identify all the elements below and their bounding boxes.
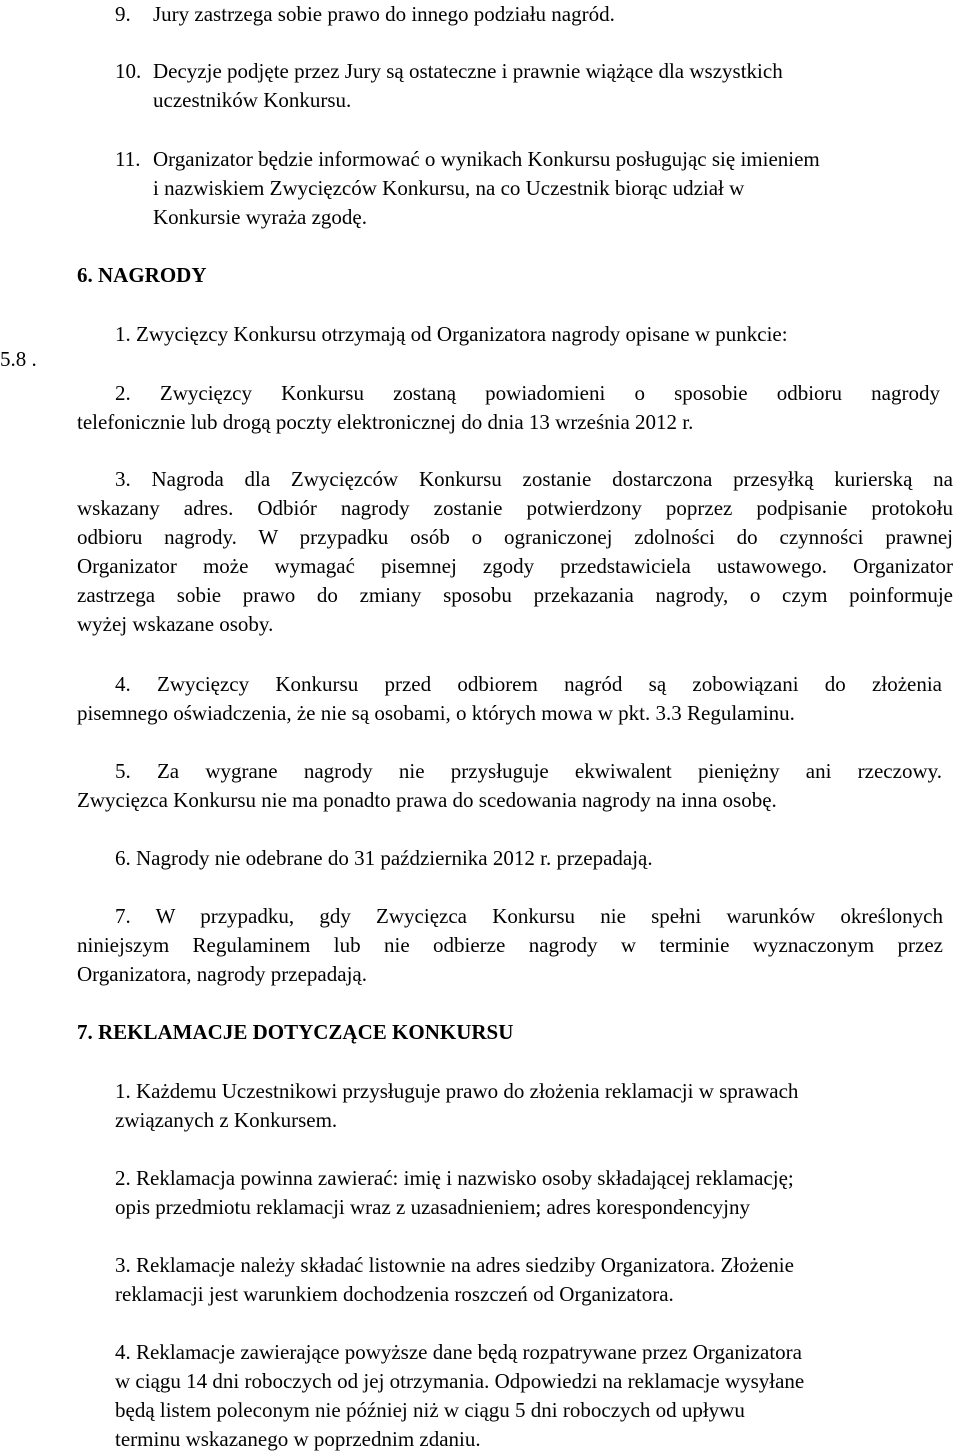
list-item-number: 11. — [115, 147, 141, 171]
list-item-number: 9. — [115, 2, 131, 26]
section-6-paragraph-7 — [77, 902, 943, 989]
paragraph-line: 2. Reklamacja powinna zawierać: imię i nazwisko osoby składającej reklamację; — [115, 1166, 794, 1190]
section-6-paragraph-5 — [77, 757, 942, 815]
paragraph-line: 7. W przypadku, gdy Zwycięzca Konkursu nie spełni warunków określonych — [115, 904, 943, 928]
paragraph-line: Organizator może wymagać pisemnej zgody przedstawiciela ustawowego. Organizator — [77, 554, 953, 578]
section-7-paragraph-3 — [115, 1251, 794, 1309]
paragraph-line: opis przedmiotu reklamacji wraz z uzasadnieniem; adres korespondencyjny — [115, 1195, 751, 1219]
list-item-10 — [115, 57, 783, 115]
paragraph-line: 4. Zwycięzcy Konkursu przed odbiorem nagród są zobowiązani do złożenia — [115, 672, 942, 696]
paragraph-line: terminu wskazanego w poprzednim zdaniu. — [115, 1427, 481, 1451]
section-6-paragraph-1: 1. Zwycięzcy Konkursu otrzymają od Organizatora nagrody opisane w punkcie: — [115, 322, 788, 346]
list-item-text: Konkursie wyraża zgodę. — [153, 205, 367, 229]
paragraph-line: 3. Reklamacje należy składać listownie na adres siedziby Organizatora. Złożenie — [115, 1253, 794, 1277]
list-item-number: 10. — [115, 59, 142, 83]
margin-section-number: 5.8 . — [0, 347, 37, 371]
section-6-paragraph-3 — [77, 465, 953, 639]
paragraph-line: niniejszym Regulaminem lub nie odbierze nagrody w terminie wyznaczonym przez — [77, 933, 943, 957]
section-7-paragraph-1 — [115, 1077, 798, 1135]
section-6-paragraph-4 — [77, 670, 942, 728]
paragraph-line: związanych z Konkursem. — [115, 1108, 338, 1132]
paragraph-line: telefonicznie lub drogą poczty elektronicznej do dnia 13 września 2012 r. — [77, 410, 694, 434]
paragraph-line: Zwycięzca Konkursu nie ma ponadto prawa do scedowania nagrody na inna osobę. — [77, 788, 777, 812]
section-6-paragraph-2 — [77, 379, 940, 437]
paragraph-line: wskazany adres. Odbiór nagrody zostanie potwierdzony poprzez podpisanie protokołu — [77, 496, 953, 520]
paragraph-line: będą listem poleconym nie później niż w ciągu 5 dni roboczych od upływu — [115, 1398, 745, 1422]
list-item-text: Decyzje podjęte przez Jury są ostateczne i prawnie wiążące dla wszystkich — [153, 59, 783, 83]
list-item-text: Jury zastrzega sobie prawo do innego podziału nagród. — [153, 2, 615, 26]
paragraph-line: odbioru nagrody. W przypadku osób o ograniczonej zdolności do czynności prawnej — [77, 525, 953, 549]
list-item-9 — [115, 0, 615, 29]
paragraph-line: Organizatora, nagrody przepadają. — [77, 962, 367, 986]
section-7-paragraph-4 — [115, 1338, 804, 1454]
section-7-heading: 7. REKLAMACJE DOTYCZĄCE KONKURSU — [77, 1020, 514, 1044]
paragraph-line: 3. Nagroda dla Zwycięzców Konkursu zostanie dostarczona przesyłką kurierską na — [115, 467, 953, 491]
list-item-text: i nazwiskiem Zwycięzców Konkursu, na co Uczestnik biorąc udział w — [153, 176, 745, 200]
paragraph-line: 5. Za wygrane nagrody nie przysługuje ekwiwalent pieniężny ani rzeczowy. — [115, 759, 942, 783]
section-7-paragraph-2 — [115, 1164, 794, 1222]
list-item-11 — [115, 145, 820, 232]
section-6-heading: 6. NAGRODY — [77, 263, 207, 287]
paragraph-line: wyżej wskazane osoby. — [77, 612, 274, 636]
paragraph-line: reklamacji jest warunkiem dochodzenia roszczeń od Organizatora. — [115, 1282, 674, 1306]
section-6-paragraph-6: 6. Nagrody nie odebrane do 31 października 2012 r. przepadają. — [115, 846, 653, 870]
paragraph-line: 2. Zwycięzcy Konkursu zostaną powiadomieni o sposobie odbioru nagrody — [115, 381, 940, 405]
list-item-text: uczestników Konkursu. — [153, 88, 352, 112]
list-item-text: Organizator będzie informować o wynikach Konkursu posługując się imieniem — [153, 147, 820, 171]
paragraph-line: w ciągu 14 dni roboczych od jej otrzymania. Odpowiedzi na reklamacje wysyłane — [115, 1369, 805, 1393]
paragraph-line: pisemnego oświadczenia, że nie są osobami, o których mowa w pkt. 3.3 Regulaminu. — [77, 701, 795, 725]
paragraph-line: 4. Reklamacje zawierające powyższe dane będą rozpatrywane przez Organizatora — [115, 1340, 802, 1364]
paragraph-line: zastrzega sobie prawo do zmiany sposobu przekazania nagrody, o czym poinformuje — [77, 583, 953, 607]
paragraph-line: 1. Każdemu Uczestnikowi przysługuje prawo do złożenia reklamacji w sprawach — [115, 1079, 799, 1103]
